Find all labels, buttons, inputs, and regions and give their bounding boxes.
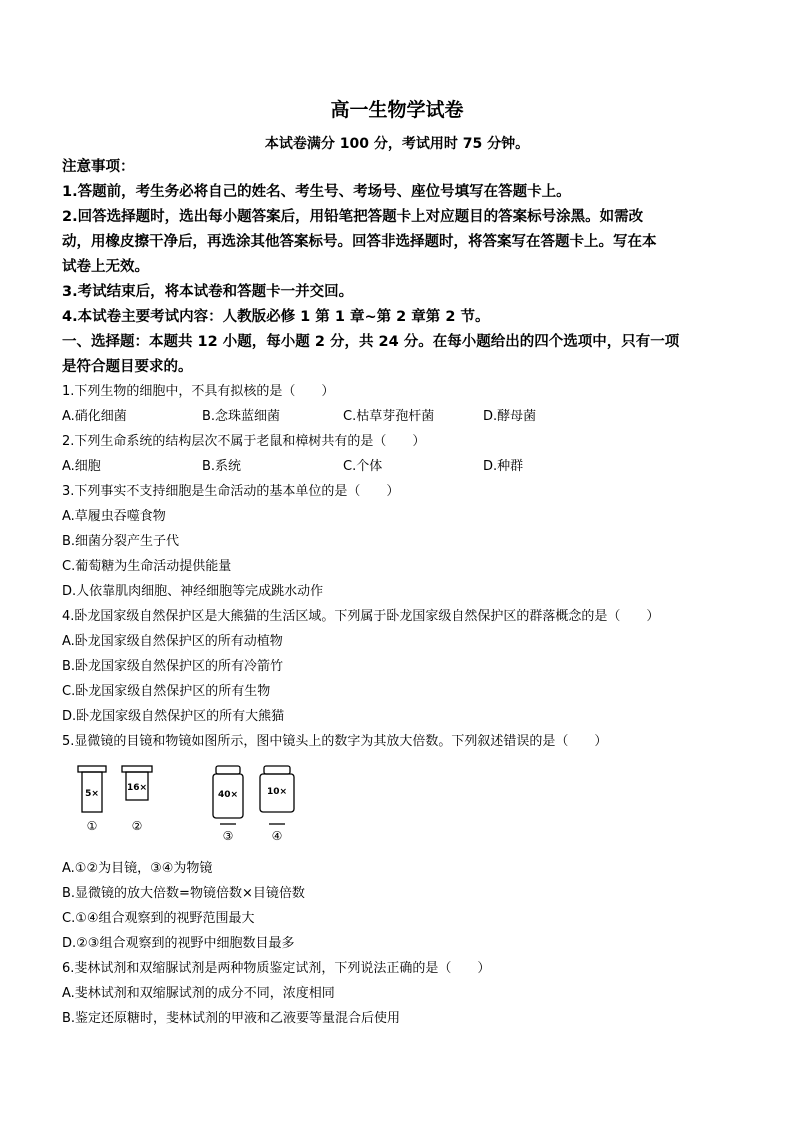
exam-title: 高一生物学试卷 [330,99,464,121]
notice-line: 2.回答选择题时，选出每小题答案后，用铅笔把答题卡上对应题目的答案标号涂黑。如需改 [62,209,644,225]
question-stem: 6.斐林试剂和双缩脲试剂是两种物质鉴定试剂，下列说法正确的是（ ） [62,961,491,976]
notice-heading: 注意事项： [62,159,135,175]
option-a: A.草履虫吞噬食物 [62,509,166,524]
option-a: A.卧龙国家级自然保护区的所有动植物 [62,634,283,649]
question-stem: 5.显微镜的目镜和物镜如图所示，图中镜头上的数字为其放大倍数。下列叙述错误的是（ ） [62,734,608,749]
option-d: D.卧龙国家级自然保护区的所有大熊猫 [62,709,285,724]
option-c: C.个体 [343,459,383,474]
option-b: B.系统 [202,459,242,474]
question-stem: 1.下列生物的细胞中，不具有拟核的是（ ） [62,384,335,399]
option-a: A.①②为目镜，③④为物镜 [62,861,213,876]
question-stem: 2.下列生命系统的结构层次不属于老鼠和樟树共有的是（ ） [62,434,426,449]
section-heading: 一、选择题：本题共 12 小题，每小题 2 分，共 24 分。在每小题给出的四个选项中，只有一项 [62,334,680,350]
question-stem: 4.卧龙国家级自然保护区是大熊猫的生活区域。下列属于卧龙国家级自然保护区的群落概念的是（ ） [62,609,660,624]
lens-mark: ② [131,819,143,833]
option-d: D.人依靠肌肉细胞、神经细胞等完成跳水动作 [62,584,324,599]
option-b: B.显微镜的放大倍数=物镜倍数×目镜倍数 [62,886,305,901]
notice-line: 动，用橡皮擦干净后，再选涂其他答案标号。回答非选择题时，将答案写在答题卡上。写在本 [62,234,657,250]
section-heading: 是符合题目要求的。 [62,359,193,375]
notice-line: 3.考试结束后，将本试卷和答题卡一并交回。 [62,284,354,300]
microscope-lens-figure [70,760,310,850]
lens-mark: ③ [222,829,234,843]
option-d: D.种群 [483,459,524,474]
question-stem: 3.下列事实不支持细胞是生命活动的基本单位的是（ ） [62,484,400,499]
option-c: C.①④组合观察到的视野范围最大 [62,911,255,926]
option-b: B.鉴定还原糖时，斐林试剂的甲液和乙液要等量混合后使用 [62,1011,401,1026]
lens-label: 16× [126,783,148,793]
option-c: C.卧龙国家级自然保护区的所有生物 [62,684,271,699]
option-a: A.硝化细菌 [62,409,127,424]
notice-line: 试卷上无效。 [62,259,149,275]
option-b: B.念珠蓝细菌 [202,409,281,424]
lens-label: 40× [217,790,239,800]
notice-line: 1.答题前，考生务必将自己的姓名、考生号、考场号、座位号填写在答题卡上。 [62,184,571,200]
option-a: A.斐林试剂和双缩脲试剂的成分不同，浓度相同 [62,986,335,1001]
exam-subtitle: 本试卷满分 100 分，考试用时 75 分钟。 [264,136,530,152]
option-b: B.细菌分裂产生子代 [62,534,180,549]
lens-label: 5× [85,789,99,799]
option-d: D.②③组合观察到的视野中细胞数目最多 [62,936,295,951]
option-a: A.细胞 [62,459,101,474]
option-c: C.葡萄糖为生命活动提供能量 [62,559,232,574]
notice-line: 4.本试卷主要考试内容：人教版必修 1 第 1 章~第 2 章第 2 节。 [62,309,490,325]
lens-mark: ④ [271,829,283,843]
lens-label: 10× [266,787,288,797]
option-d: D.酵母菌 [483,409,537,424]
lens-mark: ① [86,819,98,833]
option-b: B.卧龙国家级自然保护区的所有冷箭竹 [62,659,284,674]
option-c: C.枯草芽孢杆菌 [343,409,435,424]
